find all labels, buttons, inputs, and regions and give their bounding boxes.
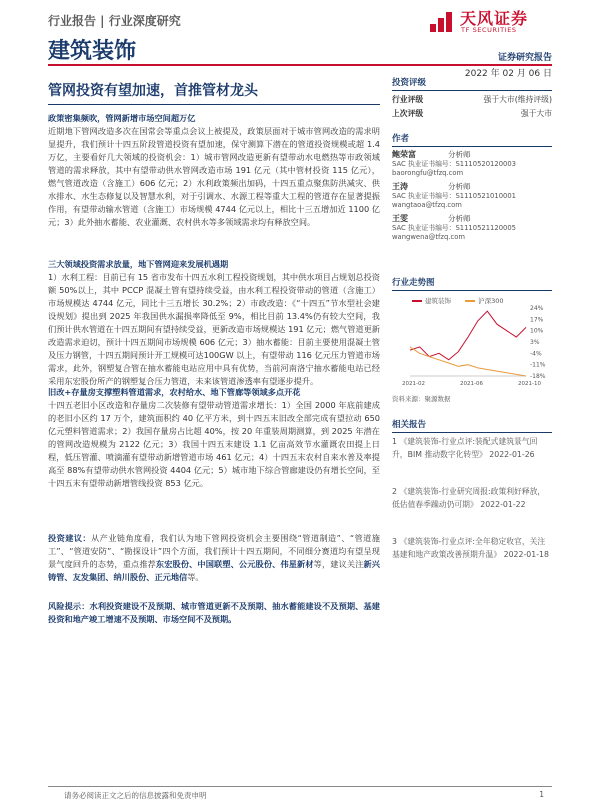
y-tick-label: -18% (530, 373, 546, 380)
section-body: 1）水利工程：目前已有 15 省市发布十四五水利工程投资规划，其中供水项目占规划总投资额 50%以上，其中 PCCP 混凝土管有望持续受益，由水利工程投资带动的管道（含施工）市场规模达 4744 亿元，同比十三五增长 30.2%；2）市政改造：《“十四五”节水型社会建设规划》提出到 2025 年我国供水漏损率降低至 9%，相比目前 13.4%仍有较大空间，我们预计供水管道在十四五期间有望持续受益，更新改造市场规模达 191 亿元；燃气管道更新改造需求迫切，预计十四五期间市场规模 606 亿元；3）抽水蓄能：目前主要使用混凝土管及压力钢管，十四五期间预计开工规模可达100GW 以上，有望带动 116 亿元压力管道市场需求，此外，钢塑复合管在抽水蓄能电站应用中具有优势，当前河南洛宁抽水蓄能电站已经采用东宏股份所产的钢塑复合压力管道，未来该管道渗透率有望逐步提升。 (48, 272, 380, 386)
tf-logo-icon (428, 6, 456, 34)
section-renovation (48, 386, 380, 490)
y-tick-label: 10% (530, 327, 544, 335)
section-body: 近期地下管网改造多次在国常会等重点会议上被提及，政策层面对于城市管网改造的需求明显提升，我们预计十四五阶段管道投资有望加速，保守测算下潜在的管道投资规模或超 1.4 万亿，主要看好几大领域的投资机会：1）城市管网改造更新有望带动水电燃热等市政领域管道的需求释放，其中有望带动供水管网改造市场 191 亿元（其中管材投资 115 亿元），燃气管道改造（含施工）606 亿元；2）水利政策频出加码，十四五重点聚焦防洪减灾、供水排水、水生态修复以及智慧水利，对于引调水、水源工程等重大工程的管道存在显著提振作用，有望带动输水管道（含施工）市场规模 4744 亿元以上，相比十三五增加近 1100 亿元；3）此外抽水蓄能、农业灌溉、农村供水等多领域需求均有释放空间。 (48, 126, 380, 227)
x-tick-label: 2021-10 (518, 381, 541, 387)
recommended-stocks: 东宏股份、中国联塑、公元股份、伟星新材 (155, 559, 314, 569)
chart-source: 资料来源：聚源数据 (392, 395, 451, 403)
author-cert: SAC 执业证书编号：S1110521010001 (392, 191, 516, 200)
rating-heading: 投资评级 (392, 76, 552, 91)
legend-label: 沪深300 (478, 297, 504, 305)
header-divider (48, 64, 552, 66)
section-heading: 风险提示： (48, 601, 90, 611)
y-tick-label: -4% (530, 350, 542, 358)
section-heading: 投资建议： (48, 533, 92, 543)
related-report-item[interactable]: 3 《建筑装饰-行业点评:全年稳定收官，关注基建和地产政策改善预期升温》 2022-01-18 (392, 537, 549, 559)
brand-logo (428, 4, 568, 38)
author-email[interactable]: wangwena@tfzq.com (392, 233, 465, 241)
authors-heading: 作者 (392, 132, 552, 147)
related-report-item[interactable]: 1 《建筑装饰-行业点评:装配式建筑景气回升，BIM 推动数字化转型》 2022-01-26 (392, 437, 538, 459)
body-lead: 从产业链角度看，我们认为地下管网投资机会主要围绕“管道制造”、“管道施工”、“管道安防”、“勘探设计”四个方面，我们预计十四五期间，不同细分赛道均有望呈现景气度回升的态势，重点推荐 (48, 533, 380, 569)
rating-value: 强于大市(维持评级) (483, 95, 552, 104)
author-name: 鲍荣富 (392, 150, 416, 159)
y-tick-label: 3% (530, 339, 540, 346)
author-email[interactable]: baorongfu@tfzq.com (392, 169, 464, 177)
author-name: 王雯 (392, 214, 408, 223)
header-tag: 行业报告 | 行业深度研究 (48, 14, 181, 28)
rating-label: 行业评级 (392, 95, 424, 104)
page-number: 1 (539, 790, 544, 799)
author-email[interactable]: wangtaoa@tfzq.com (392, 201, 462, 209)
title-divider (48, 104, 380, 105)
section-body: 十四五老旧小区改造和存量房二次装修有望带动管道需求增长：1）全国 2000 年底前建成的老旧小区约 17 万个，建筑面积约 40 亿平方米，到十四五末旧改全部完成有望拉动 650 亿元塑料管道需求；2）我国存量房占比超 40%，按 20 年重装周期测算，到 2025 年潜在的管网改造规模为 2122 亿元；3）我国十四五末建设 1.1 亿亩高效节水灌溉农田提上日程，低压管灌、喷滴灌有望带动新增管道市场 461 亿元；4）十四五末农村自来水普及率提高至 88%有望带动供水管网投资 4404 亿元；5）城市地下综合管廊建设仍有增长空间，至十四五末有望带动新增管线投资 853 亿元。 (48, 400, 380, 488)
author-cert: SAC 执业证书编号：S1110521120005 (392, 223, 516, 232)
author-role: 分析师 (448, 150, 471, 159)
y-tick-label: 24% (530, 305, 544, 312)
author-role: 分析师 (448, 214, 471, 223)
sector-title: 建筑装饰 (48, 39, 137, 64)
author-entry (392, 214, 552, 243)
watch-stocks: 新兴铸管、友发集团、纳川股份、正元地信 (48, 559, 380, 582)
y-tick-label: 17% (530, 316, 544, 324)
author-cert: SAC 执业证书编号：S1110520120003 (392, 159, 516, 168)
section-body: 水利投资建设不及预期、城市管道更新不及预期、抽水蓄能建设不及预期、基建投资和地产竣工增速不及预期、市场空间不及预期。 (48, 601, 380, 624)
section-investment (48, 532, 380, 584)
author-role: 分析师 (448, 182, 471, 191)
body-mid: 等，建议关注 (313, 559, 364, 569)
author-entry (392, 182, 552, 211)
footer-divider (48, 786, 552, 787)
series-line (410, 347, 526, 376)
logo-text-en: TF SECURITIES (461, 26, 517, 34)
disclaimer: 请务必阅读正文之后的信息披露和免责申明 (64, 791, 207, 800)
chart-heading: 行业走势图 (392, 276, 552, 291)
x-tick-label: 2021-02 (402, 381, 425, 387)
section-heading: 三大领域投资需求放量，地下管网迎来发展机遇期 (48, 259, 229, 269)
section-policy (48, 112, 380, 229)
series-line (410, 311, 526, 360)
author-name: 王涛 (392, 182, 408, 191)
logo-text-cn: 天风证券 (460, 9, 529, 28)
x-tick-label: 2021-06 (460, 381, 483, 387)
report-type: 证券研究报告 (497, 53, 552, 63)
y-tick-label: -11% (530, 361, 546, 369)
prev-rating-label: 上次评级 (392, 109, 424, 118)
section-heading: 政策密集频吹，管网新增市场空间超万亿 (48, 113, 196, 123)
author-entry (392, 150, 552, 179)
legend-label: 建筑装饰 (425, 297, 451, 305)
related-heading: 相关报告 (392, 418, 552, 433)
section-demand (48, 258, 380, 388)
prev-rating-value: 强于大市 (520, 109, 552, 118)
body-tail: 等。 (187, 572, 204, 582)
industry-trend-chart (392, 294, 552, 390)
report-date: 2022 年 02 月 06 日 (464, 69, 552, 79)
report-title: 管网投资有望加速，首推管材龙头 (48, 83, 258, 99)
related-report-item[interactable]: 2 《建筑装饰-行业研究周报:政策利好释放，低估值春季躁动仍可期》 2022-01-22 (392, 487, 546, 509)
section-heading: 旧改+存量房支撑塑料管道需求，农村给水、地下管廊等领域多点开花 (48, 387, 301, 397)
section-risk (48, 600, 380, 626)
chart-plot (392, 294, 552, 390)
